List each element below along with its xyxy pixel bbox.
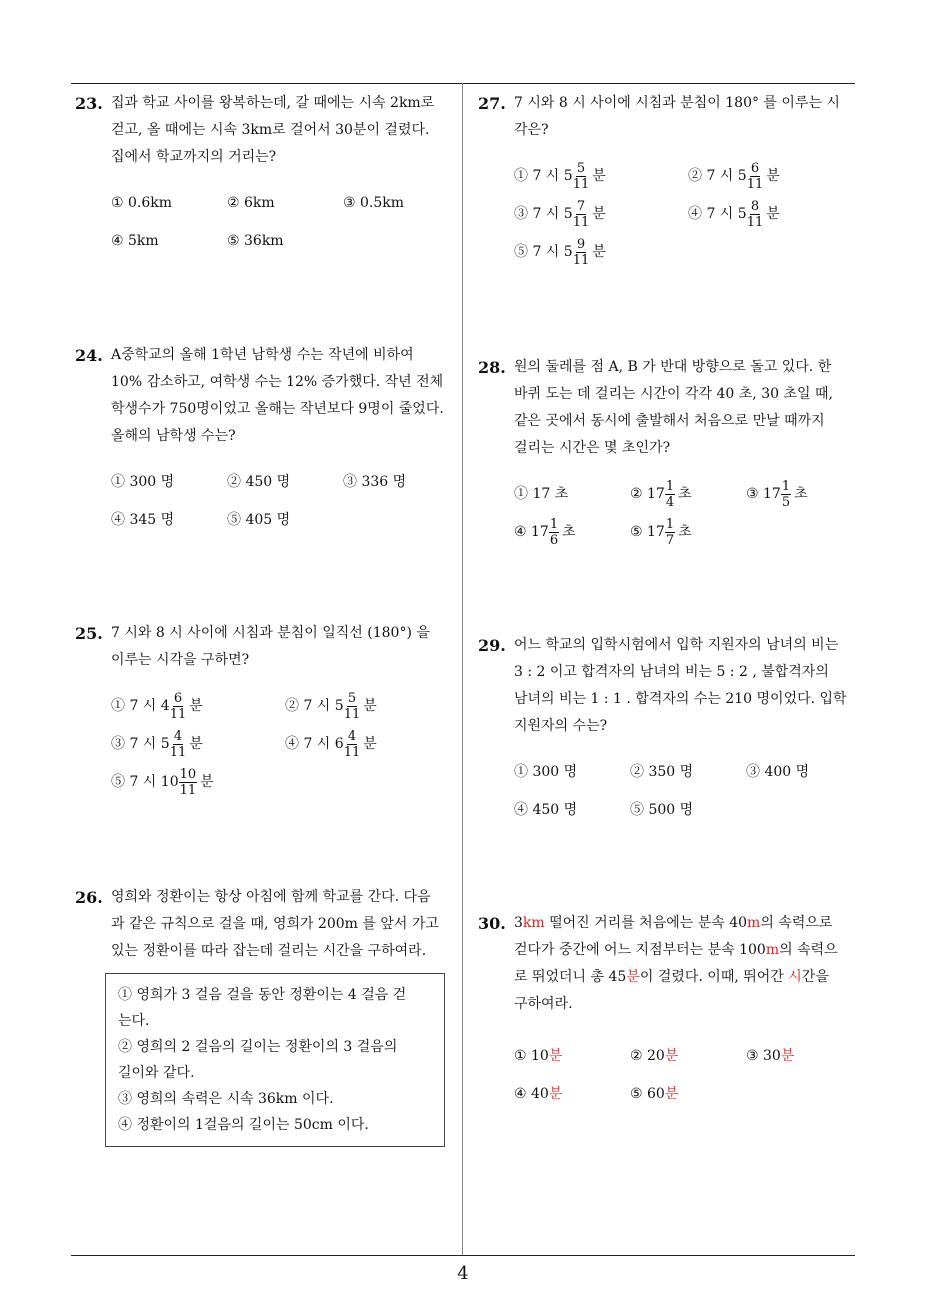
option-unit: 분 [592, 243, 606, 260]
fraction-denominator: 11 [572, 252, 590, 268]
fraction [781, 479, 791, 510]
question-25 [75, 620, 455, 806]
page-number: 4 [457, 1263, 469, 1284]
fraction-numerator: 7 [576, 198, 586, 214]
question-text-line: 집과 학교 사이를 왕복하는데, 갈 때에는 시속 2km로 [111, 95, 435, 111]
question-number: 23. [75, 94, 103, 113]
option-1[interactable] [514, 474, 568, 514]
option-4[interactable]: ④ 450 명 [514, 801, 578, 818]
option-label: ③ 30 [746, 1047, 781, 1064]
option-unit: 분 [766, 205, 780, 222]
question-text-line: 영희와 정환이는 항상 아침에 함께 학교를 간다. 다음 [111, 889, 431, 905]
fraction [747, 199, 764, 230]
question-text-line: 7 시와 8 시 사이에 시침과 분침이 일직선 (180°) 을 [111, 625, 430, 641]
option-3[interactable] [514, 194, 606, 234]
option-3[interactable] [746, 1036, 794, 1076]
question-number: 26. [75, 888, 103, 907]
question-text-line: 지원자의 수는? [514, 718, 608, 734]
option-label: ④ 17 [514, 523, 549, 540]
option-2[interactable]: ② 350 명 [630, 763, 694, 780]
fraction-numerator: 1 [665, 478, 675, 494]
question-text-line: 걸리는 시간은 몇 초인가? [514, 440, 671, 456]
option-1[interactable]: ① 300 명 [514, 763, 578, 780]
bottom-rule [71, 1255, 855, 1256]
fraction-numerator: 4 [347, 728, 357, 744]
option-2[interactable] [630, 1036, 678, 1076]
fraction-denominator: 11 [746, 176, 764, 192]
option-label: ① 7 시 5 [514, 167, 573, 184]
fraction-denominator: 11 [169, 744, 187, 760]
option-5[interactable]: ⑤ 36km [227, 232, 284, 249]
option-unit: 분 [592, 167, 606, 184]
question-number: 27. [478, 94, 506, 113]
option-5[interactable] [630, 512, 692, 552]
option-unit: 분 [592, 205, 606, 222]
fraction [573, 237, 590, 268]
question-number: 24. [75, 346, 103, 365]
option-2[interactable]: ② 6km [227, 194, 275, 211]
option-1[interactable] [111, 686, 203, 726]
question-text-line: 있는 정환이를 따라 잡는데 걸리는 시간을 구하여라. [111, 943, 427, 959]
option-5[interactable] [514, 232, 606, 272]
option-label: ④ 7 시 6 [285, 735, 344, 752]
question-text-line [514, 937, 863, 964]
highlight-run: 시 [788, 969, 802, 985]
fraction-numerator: 1 [781, 478, 791, 494]
rule-line: ① 영희가 3 걸음 걸을 동안 정환이는 4 걸음 걷 [118, 987, 407, 1003]
question-28 [478, 354, 863, 554]
question-27 [478, 90, 863, 276]
question-text-line: 이루는 시각을 구하면? [111, 652, 250, 668]
option-4[interactable]: ④ 345 명 [111, 511, 175, 528]
question-text-line [514, 964, 863, 991]
fraction-denominator: 4 [665, 494, 675, 510]
text-run: 로 뛰었더니 총 45 [514, 969, 627, 985]
question-26 [75, 884, 455, 1147]
option-1[interactable]: ① 300 명 [111, 473, 175, 490]
text-run: 3 [514, 915, 523, 931]
question-text-line: 집에서 학교까지의 거리는? [111, 149, 277, 165]
option-3[interactable] [111, 724, 203, 764]
option-4[interactable] [688, 194, 780, 234]
option-label: ① 10 [514, 1047, 549, 1064]
question-text-line: 어느 학교의 입학시험에서 입학 지원자의 남녀의 비는 [514, 637, 839, 653]
option-unit: 초 [794, 485, 808, 502]
fraction-numerator: 10 [179, 766, 197, 782]
question-29 [478, 632, 863, 832]
option-4[interactable] [514, 512, 576, 552]
question-text-line: 3 : 2 이고 합격자의 남녀의 비는 5 : 2 , 불합격자의 [514, 664, 829, 680]
option-1[interactable]: ① 0.6km [111, 194, 173, 211]
fraction-denominator: 11 [179, 782, 197, 798]
fraction-numerator: 6 [173, 690, 183, 706]
option-5[interactable]: ⑤ 500 명 [630, 801, 694, 818]
question-text-line: 같은 곳에서 동시에 출발해서 처음으로 만날 때까지 [514, 413, 825, 429]
question-text-line: 구하여라. [514, 996, 573, 1012]
question-text-line: 올해의 남학생 수는? [111, 428, 236, 444]
question-text-line: 바퀴 도는 데 걸리는 시간이 각각 40 초, 30 초일 때, [514, 386, 833, 402]
question-text-line: 7 시와 8 시 사이에 시침과 분침이 180° 를 이루는 시 [514, 95, 840, 111]
option-label: ② 20 [630, 1047, 665, 1064]
fraction-numerator: 6 [750, 160, 760, 176]
option-4[interactable] [285, 724, 377, 764]
option-unit: 분 [363, 697, 377, 714]
fraction-denominator: 11 [572, 176, 590, 192]
option-3[interactable]: ③ 336 명 [343, 473, 407, 490]
fraction-numerator: 4 [173, 728, 183, 744]
top-rule [71, 83, 855, 84]
fraction-denominator: 11 [169, 706, 187, 722]
text-run: 이 걸렸다. 이때, 뛰어간 [639, 969, 789, 985]
option-unit: 초 [562, 523, 576, 540]
fraction-numerator: 5 [576, 160, 586, 176]
option-1[interactable] [514, 1036, 562, 1076]
option-5[interactable]: ⑤ 405 명 [227, 511, 291, 528]
fraction [573, 161, 590, 192]
option-3[interactable]: ③ 0.5km [343, 194, 405, 211]
question-text-line: A중학교의 올해 1학년 남학생 수는 작년에 비하여 [111, 347, 414, 363]
option-2[interactable] [630, 474, 692, 514]
option-4[interactable] [514, 1074, 562, 1114]
column-divider [462, 83, 463, 1256]
option-label: ② 7 시 5 [688, 167, 747, 184]
fraction-denominator: 11 [572, 214, 590, 230]
option-unit: 분 [664, 1085, 679, 1102]
question-text-line: 각은? [514, 122, 549, 138]
fraction [549, 517, 559, 548]
option-label: ① 17 초 [514, 485, 569, 502]
fraction-denominator: 11 [746, 214, 764, 230]
question-number: 25. [75, 624, 103, 643]
question-24 [75, 342, 455, 542]
option-unit: 분 [363, 735, 377, 752]
rule-line: ④ 정환이의 1걸음의 길이는 50cm 이다. [118, 1117, 369, 1133]
fraction [170, 729, 187, 760]
option-unit: 분 [780, 1047, 795, 1064]
question-text-line: 원의 둘레를 점 A, B 가 반대 방향으로 돌고 있다. 한 [514, 359, 832, 375]
option-label: ② 17 [630, 485, 665, 502]
option-unit: 초 [678, 523, 692, 540]
fraction [747, 161, 764, 192]
option-5[interactable] [630, 1074, 678, 1114]
fraction-numerator: 5 [347, 690, 357, 706]
rule-line: ③ 영희의 속력은 시속 36km 이다. [118, 1091, 334, 1107]
option-label: ④ 40 [514, 1085, 549, 1102]
fraction [344, 691, 361, 722]
text-run: 의 속력으로 [760, 915, 833, 931]
fraction-denominator: 6 [549, 532, 559, 548]
fraction-numerator: 8 [750, 198, 760, 214]
rules-box [105, 973, 445, 1147]
fraction [179, 767, 198, 798]
question-23 [75, 90, 455, 263]
option-label: ⑤ 60 [630, 1085, 665, 1102]
option-unit: 분 [189, 697, 203, 714]
fraction [665, 517, 675, 548]
option-label: ④ 7 시 5 [688, 205, 747, 222]
question-number: 30. [478, 914, 506, 933]
fraction [170, 691, 187, 722]
fraction-numerator: 9 [576, 236, 586, 252]
highlight-run: m [765, 942, 780, 958]
fraction-denominator: 11 [343, 744, 361, 760]
fraction [344, 729, 361, 760]
highlight-run: m [747, 915, 761, 931]
option-label: ⑤ 7 시 10 [111, 773, 179, 790]
rule-line: ② 영희의 2 걸음의 길이는 정환이의 3 걸음의 [118, 1039, 398, 1055]
text-run: 간을 [801, 969, 829, 985]
option-5[interactable] [111, 762, 214, 802]
question-text-line: 과 같은 규칙으로 걸을 때, 영희가 200m 를 앞서 가고 [111, 916, 439, 932]
question-number: 28. [478, 358, 506, 377]
rule-line: 길이와 같다. [118, 1065, 195, 1081]
text-run: 의 속력으 [779, 942, 838, 958]
question-text-line: 학생수가 750명이었고 올해는 작년보다 9명이 줄었다. [111, 401, 444, 417]
fraction [665, 479, 675, 510]
option-unit: 초 [678, 485, 692, 502]
highlight-run: km [522, 915, 545, 931]
fraction-denominator: 11 [343, 706, 361, 722]
option-label: ① 7 시 4 [111, 697, 170, 714]
option-label: ② 7 시 5 [285, 697, 344, 714]
option-label: ③ 17 [746, 485, 781, 502]
option-2[interactable]: ② 450 명 [227, 473, 291, 490]
question-text-line [514, 910, 863, 937]
option-4[interactable]: ④ 5km [111, 232, 159, 249]
rule-line: 는다. [118, 1013, 150, 1029]
option-label: ⑤ 7 시 5 [514, 243, 573, 260]
question-text-line: 남녀의 비는 1 : 1 . 합격자의 수는 210 명이었다. 입학 [514, 691, 847, 707]
option-2[interactable] [285, 686, 377, 726]
option-unit: 분 [664, 1047, 679, 1064]
option-unit: 분 [200, 773, 214, 790]
text-run: 떨어진 거리를 처음에는 분속 40 [544, 915, 748, 931]
option-unit: 분 [766, 167, 780, 184]
fraction-numerator: 1 [665, 516, 675, 532]
option-2[interactable] [688, 156, 780, 196]
option-unit: 분 [548, 1085, 563, 1102]
fraction [573, 199, 590, 230]
question-30 [478, 910, 863, 1116]
question-text-line: 10% 감소하고, 여학생 수는 12% 증가했다. 작년 전체 [111, 374, 444, 390]
option-3[interactable]: ③ 400 명 [746, 763, 810, 780]
option-unit: 분 [189, 735, 203, 752]
question-number: 29. [478, 636, 506, 655]
option-1[interactable] [514, 156, 606, 196]
option-unit: 분 [548, 1047, 563, 1064]
question-text-line: 걷고, 올 때에는 시속 3km로 걸어서 30분이 걸렸다. [111, 122, 430, 138]
option-label: ⑤ 17 [630, 523, 665, 540]
highlight-run: 분 [626, 969, 640, 985]
fraction-denominator: 5 [781, 494, 791, 510]
fraction-denominator: 7 [665, 532, 675, 548]
text-run: 걷다가 중간에 어느 지점부터는 분속 100 [514, 942, 766, 958]
fraction-numerator: 1 [549, 516, 559, 532]
option-3[interactable] [746, 474, 808, 514]
option-label: ③ 7 시 5 [514, 205, 573, 222]
option-label: ③ 7 시 5 [111, 735, 170, 752]
